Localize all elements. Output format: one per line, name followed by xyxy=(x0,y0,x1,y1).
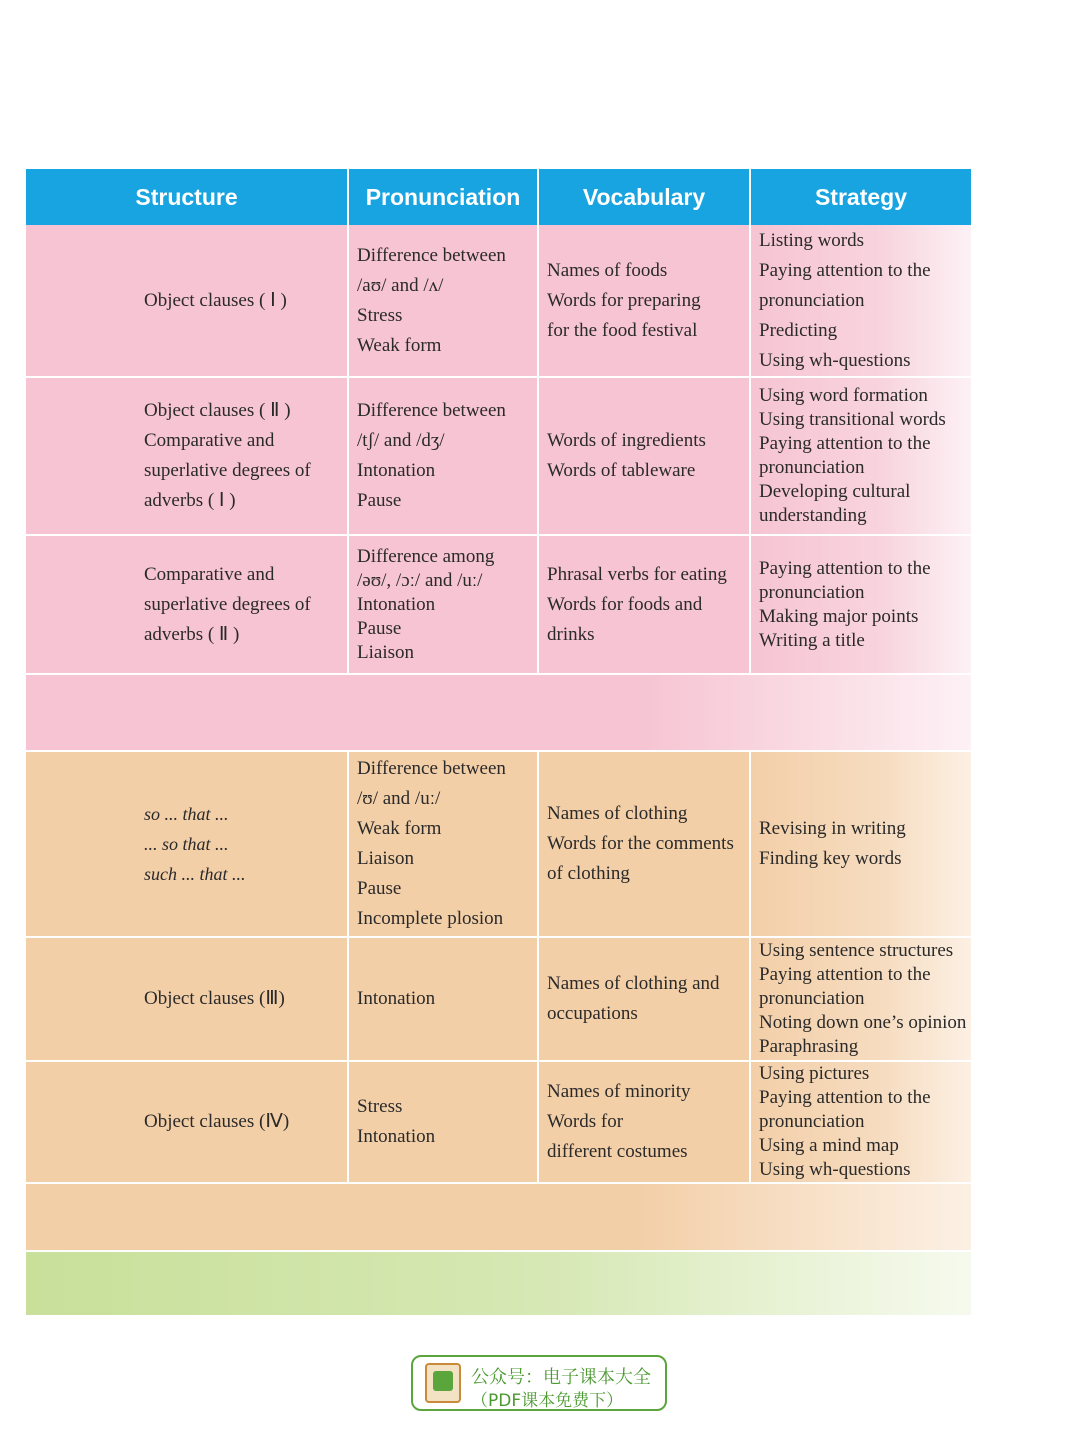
structure-cell xyxy=(26,225,348,377)
pronunciation-line: Difference among xyxy=(357,545,495,567)
vocabulary-line: Names of clothing xyxy=(547,803,688,824)
pronunciation-cell xyxy=(348,1061,538,1183)
pronunciation-line: Weak form xyxy=(357,334,442,356)
strategy-line: Using wh-questions xyxy=(759,1159,911,1180)
structure-line: ... so that ... xyxy=(144,834,229,854)
pronunciation-line: Difference between xyxy=(357,758,506,779)
pink-band xyxy=(26,674,971,751)
structure-line: Object clauses ( Ⅱ ) xyxy=(144,400,291,421)
table-row xyxy=(26,937,971,1061)
strategy-line: Paying attention to the xyxy=(759,1087,931,1108)
pronunciation-line: Pause xyxy=(357,617,402,639)
strategy-cell xyxy=(750,751,971,937)
vocabulary-line: Phrasal verbs for eating xyxy=(547,563,727,585)
pronunciation-line: Intonation xyxy=(357,593,436,615)
strategy-line: Using a mind map xyxy=(759,1135,899,1156)
header-vocabulary: Vocabulary xyxy=(538,169,750,225)
strategy-line: Paying attention to the xyxy=(759,259,931,281)
pronunciation-line: Intonation xyxy=(357,988,436,1009)
strategy-line: Using sentence structures xyxy=(759,940,954,961)
vocabulary-line: for the food festival xyxy=(547,319,698,341)
strategy-line: Developing cultural xyxy=(759,481,911,502)
structure-line: so ... that ... xyxy=(144,804,229,824)
structure-line: superlative degrees of xyxy=(144,593,311,615)
structure-cell xyxy=(26,377,348,535)
pronunciation-cell xyxy=(348,937,538,1061)
vocabulary-line: Words of ingredients xyxy=(547,430,706,451)
structure-line: Comparative and xyxy=(144,563,275,585)
strategy-line: Paraphrasing xyxy=(759,1036,859,1057)
header-structure: Structure xyxy=(26,169,348,225)
pronunciation-line: Weak form xyxy=(357,818,442,839)
strategy-line: Listing words xyxy=(759,229,865,251)
strategy-line: Paying attention to the xyxy=(759,433,931,454)
strategy-line: Using word formation xyxy=(759,385,928,406)
spacer-band xyxy=(26,1183,971,1251)
vocabulary-cell xyxy=(538,377,750,535)
vocabulary-line: occupations xyxy=(547,1003,638,1024)
strategy-line: pronunciation xyxy=(759,581,865,603)
vocabulary-line: of clothing xyxy=(547,863,630,884)
pronunciation-cell xyxy=(348,225,538,377)
watermark-line1: 公众号：电子课本大全 xyxy=(471,1367,651,1388)
pronunciation-line: Stress xyxy=(357,1096,403,1117)
structure-cell xyxy=(26,937,348,1061)
strategy-line: Writing a title xyxy=(759,629,865,651)
strategy-line: Using wh-questions xyxy=(759,349,911,371)
strategy-line: Paying attention to the xyxy=(759,964,931,985)
strategy-line: pronunciation xyxy=(759,457,865,478)
table-row xyxy=(26,535,971,674)
strategy-line: pronunciation xyxy=(759,988,865,1009)
vocabulary-line: Words for xyxy=(547,1111,624,1132)
pronunciation-line: /əʊ/, /ɔː/ and /uː/ xyxy=(357,569,483,591)
pronunciation-line: Incomplete plosion xyxy=(357,908,504,929)
header-row xyxy=(26,169,971,225)
structure-line: adverbs ( Ⅰ ) xyxy=(144,490,236,511)
header-strategy: Strategy xyxy=(750,169,971,225)
green-band xyxy=(26,1251,971,1315)
pronunciation-line: Difference between xyxy=(357,244,506,266)
pronunciation-line: Stress xyxy=(357,304,403,326)
vocabulary-line: drinks xyxy=(547,623,595,645)
structure-line: adverbs ( Ⅱ ) xyxy=(144,623,240,645)
watermark-line2: （PDF课本免费下） xyxy=(471,1391,624,1411)
vocabulary-cell xyxy=(538,225,750,377)
structure-cell xyxy=(26,535,348,674)
strategy-line: Finding key words xyxy=(759,848,902,869)
structure-line: Object clauses (Ⅲ) xyxy=(144,988,285,1009)
strategy-line: Using pictures xyxy=(759,1063,870,1084)
pronunciation-line: /tʃ/ and /dʒ/ xyxy=(357,430,445,451)
vocabulary-line: Names of minority xyxy=(547,1081,691,1102)
strategy-line: Predicting xyxy=(759,319,838,341)
vocabulary-line: Names of foods xyxy=(547,259,668,281)
structure-cell xyxy=(26,751,348,937)
pronunciation-line: /aʊ/ and /ʌ/ xyxy=(357,274,444,296)
header-pronunciation: Pronunciation xyxy=(348,169,538,225)
structure-line: Object clauses ( Ⅰ ) xyxy=(144,289,287,311)
strategy-line: Paying attention to the xyxy=(759,557,931,579)
pronunciation-line: /ʊ/ and /uː/ xyxy=(357,788,441,809)
strategy-line: pronunciation xyxy=(759,1111,865,1132)
vocabulary-line: Words for foods and xyxy=(547,593,703,615)
table-row xyxy=(26,377,971,535)
pronunciation-line: Pause xyxy=(357,490,402,511)
vocabulary-cell xyxy=(538,1061,750,1183)
pronunciation-cell xyxy=(348,535,538,674)
table-row xyxy=(26,1061,971,1183)
strategy-cell xyxy=(750,1061,971,1183)
pronunciation-line: Pause xyxy=(357,878,402,899)
watermark-badge xyxy=(411,1355,667,1411)
structure-line: such ... that ... xyxy=(144,864,246,884)
strategy-line: Using transitional words xyxy=(759,409,946,430)
book-icon xyxy=(425,1363,461,1403)
vocabulary-line: Words of tableware xyxy=(547,460,696,481)
strategy-cell xyxy=(750,937,971,1061)
vocabulary-line: Names of clothing and xyxy=(547,973,720,994)
spacer-band xyxy=(26,1251,971,1315)
table-row xyxy=(26,751,971,937)
structure-line: Comparative and xyxy=(144,430,275,451)
strategy-line: pronunciation xyxy=(759,289,865,311)
structure-cell xyxy=(26,1061,348,1183)
strategy-line: Making major points xyxy=(759,605,919,627)
structure-line: Object clauses (Ⅳ) xyxy=(144,1111,290,1132)
vocabulary-line: Words for the comments xyxy=(547,833,734,854)
spacer-band xyxy=(26,674,971,751)
structure-line: superlative degrees of xyxy=(144,460,311,481)
vocabulary-line: Words for preparing xyxy=(547,289,701,311)
vocabulary-line: different costumes xyxy=(547,1141,688,1162)
vocabulary-cell xyxy=(538,937,750,1061)
pronunciation-line: Intonation xyxy=(357,460,436,481)
strategy-line: Revising in writing xyxy=(759,818,906,839)
strategy-cell xyxy=(750,225,971,377)
pronunciation-line: Liaison xyxy=(357,848,414,869)
table-row xyxy=(26,225,971,377)
pronunciation-cell xyxy=(348,377,538,535)
pronunciation-cell xyxy=(348,751,538,937)
strategy-cell xyxy=(750,535,971,674)
peach-band xyxy=(26,1183,971,1251)
strategy-cell xyxy=(750,377,971,535)
pronunciation-line: Difference between xyxy=(357,400,506,421)
pronunciation-line: Liaison xyxy=(357,641,414,663)
strategy-line: Noting down one’s opinion xyxy=(759,1012,967,1033)
syllabus-table xyxy=(26,169,971,1315)
vocabulary-cell xyxy=(538,535,750,674)
strategy-line: understanding xyxy=(759,505,867,526)
pronunciation-line: Intonation xyxy=(357,1126,436,1147)
vocabulary-cell xyxy=(538,751,750,937)
